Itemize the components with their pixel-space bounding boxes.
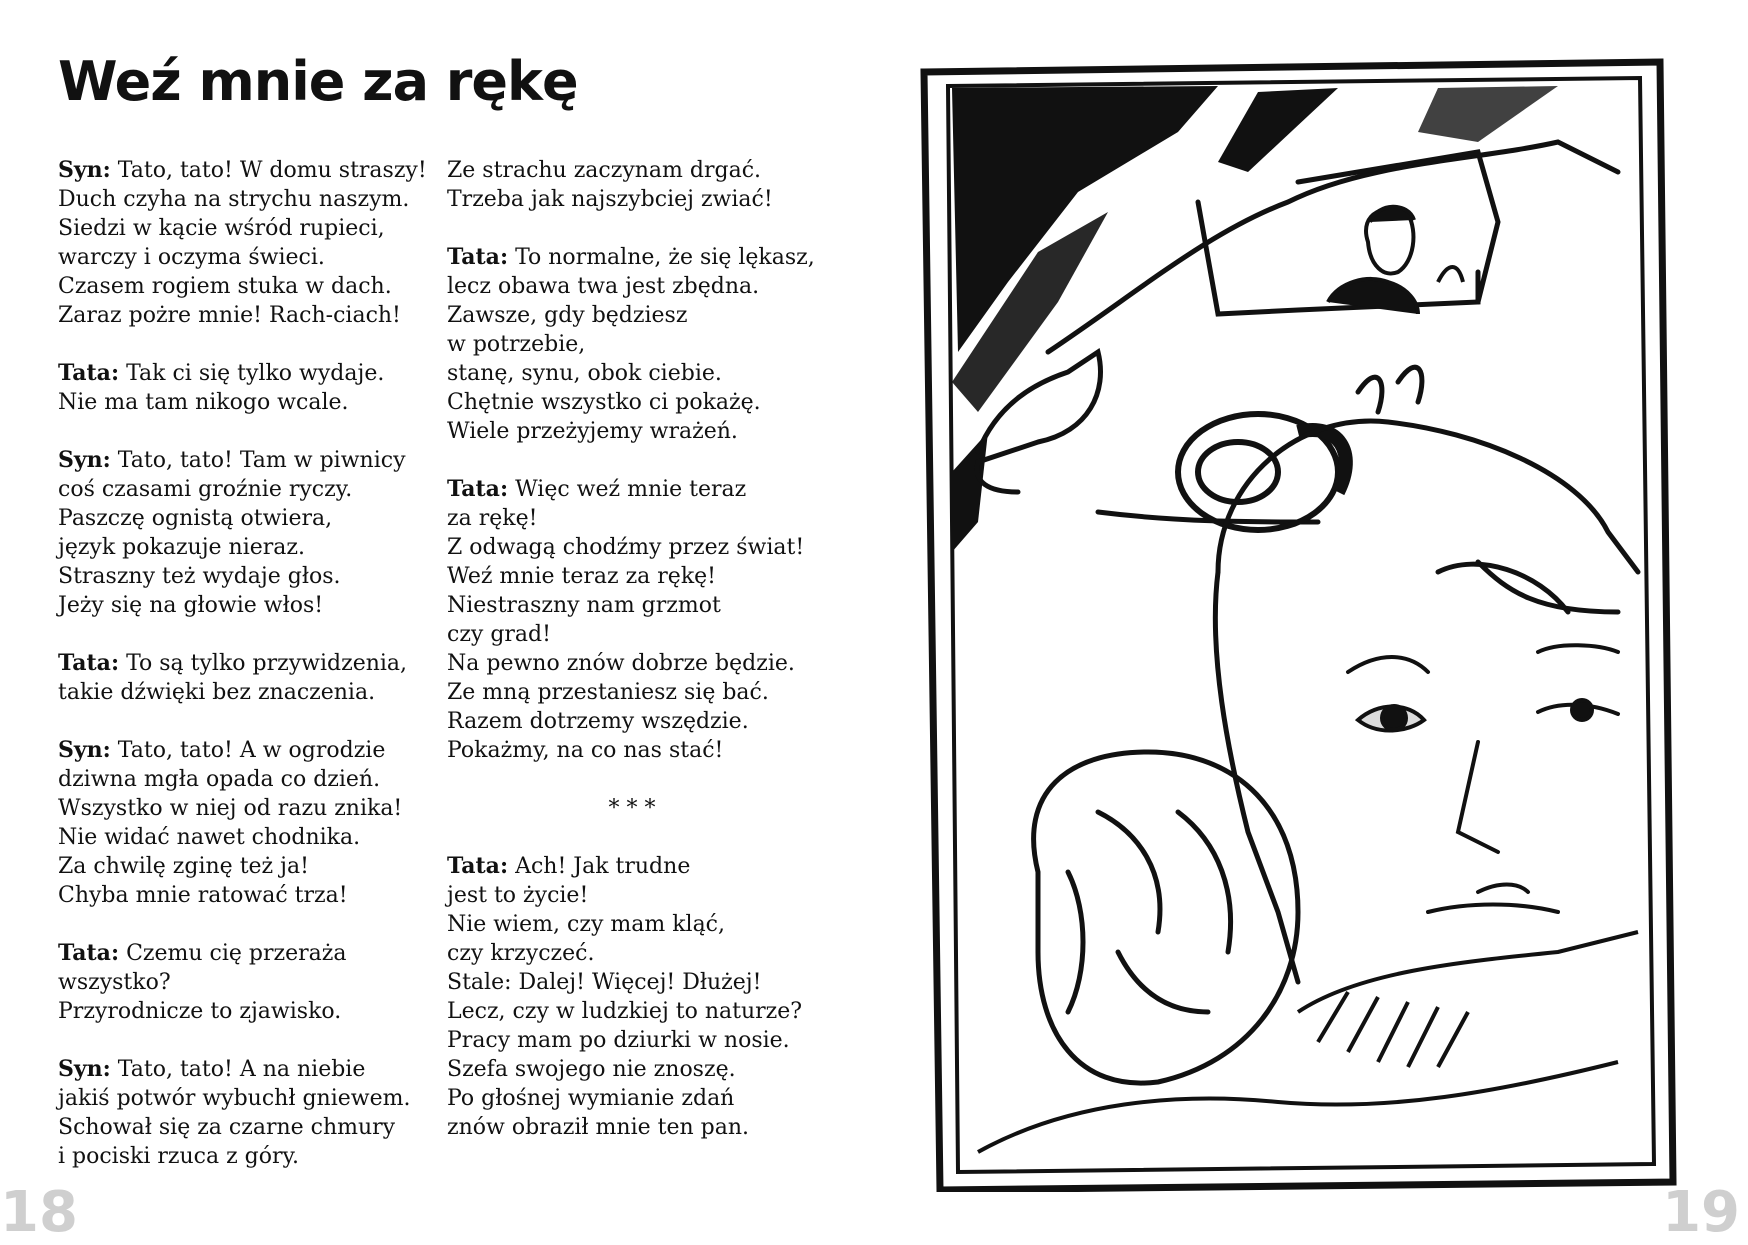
verse-text: Duch czyha na strychu naszym. xyxy=(58,187,410,212)
verse-line xyxy=(58,446,448,475)
stanza xyxy=(447,156,867,214)
verse-line xyxy=(58,1113,448,1142)
verse-text: Razem dotrzemy wszędzie. xyxy=(447,709,749,734)
verse-line xyxy=(58,881,448,910)
verse-text: Stale: Dalej! Więcej! Dłużej! xyxy=(447,970,762,995)
verse-text: Siedzi w kącie wśród rupieci, xyxy=(58,216,385,241)
verse-text: Zaraz pożre mnie! Rach-ciach! xyxy=(58,303,401,328)
verse-text: znów obraził mnie ten pan. xyxy=(447,1115,750,1140)
verse-line xyxy=(58,388,448,417)
verse-text: jakiś potwór wybuchł gniewem. xyxy=(58,1086,411,1111)
verse-text: i pociski rzuca z góry. xyxy=(58,1144,300,1169)
verse-line xyxy=(447,243,867,272)
stanza xyxy=(58,156,448,330)
verse-line xyxy=(447,1113,867,1142)
verse-line xyxy=(447,736,867,765)
verse-text: Pracy mam po dziurki w nosie. xyxy=(447,1028,790,1053)
verse-text: Z odwagą chodźmy przez świat! xyxy=(447,535,805,560)
stanza-separator: * * * xyxy=(608,796,656,821)
verse-text: czy krzyczeć. xyxy=(447,941,595,966)
verse-text: Tato, tato! A w ogrodzie xyxy=(117,738,386,763)
verse-text: Wszystko w niej od razu znika! xyxy=(58,796,403,821)
verse-text: Straszny też wydaje głos. xyxy=(58,564,341,589)
speaker-label: Syn: xyxy=(58,157,111,183)
stanza xyxy=(447,475,867,765)
verse-text: Nie widać nawet chodnika. xyxy=(58,825,361,850)
car-outline xyxy=(977,142,1618,522)
speaker-label: Tata: xyxy=(58,650,120,676)
poem-column-right xyxy=(447,156,867,1171)
stanza xyxy=(58,649,448,707)
verse-line xyxy=(447,649,867,678)
verse-text: Ze strachu zaczynam drgać. xyxy=(447,158,762,183)
verse-text: czy grad! xyxy=(447,622,551,647)
verse-line xyxy=(58,301,448,330)
verse-line xyxy=(58,214,448,243)
verse-line xyxy=(447,852,867,881)
verse-text: Przyrodnicze to zjawisko. xyxy=(58,999,342,1024)
woman-hair xyxy=(1215,367,1638,982)
verse-line xyxy=(447,359,867,388)
verse-text: Zawsze, gdy będziesz xyxy=(447,303,688,328)
verse-text: Ze mną przestaniesz się bać. xyxy=(447,680,769,705)
stanza xyxy=(447,794,867,823)
verse-text: jest to życie! xyxy=(447,883,589,908)
verse-text: Chyba mnie ratować trza! xyxy=(58,883,348,908)
verse-line xyxy=(58,243,448,272)
verse-text: Więc weź mnie teraz xyxy=(515,477,747,502)
right-page xyxy=(874,0,1748,1245)
verse-line xyxy=(58,533,448,562)
page-number-right: 19 xyxy=(1662,1180,1740,1245)
verse-text: Chętnie wszystko ci pokażę. xyxy=(447,390,761,415)
verse-line xyxy=(447,1026,867,1055)
verse-text: Tato, tato! Tam w piwnicy xyxy=(117,448,406,473)
verse-line xyxy=(447,997,867,1026)
verse-line xyxy=(447,330,867,359)
verse-line xyxy=(447,1055,867,1084)
verse-line xyxy=(447,591,867,620)
verse-line xyxy=(58,852,448,881)
verse-text: Wiele przeżyjemy wrażeń. xyxy=(447,419,738,444)
speaker-label: Syn: xyxy=(58,1056,111,1082)
verse-line xyxy=(447,910,867,939)
sweater-lines xyxy=(978,932,1638,1152)
verse-line xyxy=(58,997,448,1026)
verse-line xyxy=(58,649,448,678)
verse-line xyxy=(447,301,867,330)
verse-text: Ach! Jak trudne xyxy=(515,854,691,879)
verse-text: Czasem rogiem stuka w dach. xyxy=(58,274,392,299)
verse-line xyxy=(447,620,867,649)
stanza xyxy=(447,243,867,446)
speaker-label: Tata: xyxy=(58,940,120,966)
verse-line xyxy=(58,968,448,997)
verse-text: Pokażmy, na co nas stać! xyxy=(447,738,724,763)
verse-line xyxy=(58,1084,448,1113)
verse-line xyxy=(447,707,867,736)
verse-text: coś czasami groźnie ryczy. xyxy=(58,477,353,502)
verse-line xyxy=(58,765,448,794)
verse-text: w potrzebie, xyxy=(447,332,586,357)
verse-line xyxy=(58,1055,448,1084)
driver-figure xyxy=(1328,207,1463,314)
verse-line xyxy=(58,794,448,823)
verse-line xyxy=(58,359,448,388)
verse-line xyxy=(447,678,867,707)
verse-text: Czemu cię przeraża xyxy=(126,941,347,966)
verse-line xyxy=(58,475,448,504)
verse-text: To są tylko przywidzenia, xyxy=(126,651,408,676)
woman-face xyxy=(1348,645,1618,912)
speaker-label: Tata: xyxy=(447,476,509,502)
stanza xyxy=(58,359,448,417)
verse-line xyxy=(447,504,867,533)
stanza xyxy=(58,939,448,1026)
verse-line xyxy=(58,185,448,214)
speaker-label: Tata: xyxy=(58,360,120,386)
verse-line xyxy=(447,272,867,301)
speaker-label: Tata: xyxy=(447,853,509,879)
stanza xyxy=(447,852,867,1142)
verse-line xyxy=(447,968,867,997)
verse-line xyxy=(447,475,867,504)
verse-text: Schował się za czarne chmury xyxy=(58,1115,396,1140)
stanza xyxy=(58,1055,448,1171)
verse-line xyxy=(58,562,448,591)
verse-text: Na pewno znów dobrze będzie. xyxy=(447,651,795,676)
verse-text: Tato, tato! W domu straszy! xyxy=(117,158,427,183)
verse-line xyxy=(447,417,867,446)
verse-line xyxy=(58,823,448,852)
verse-text: lecz obawa twa jest zbędna. xyxy=(447,274,760,299)
verse-text: dziwna mgła opada co dzień. xyxy=(58,767,381,792)
verse-line xyxy=(58,504,448,533)
verse-text: Za chwilę zginę też ja! xyxy=(58,854,309,879)
poem-column-left xyxy=(58,156,448,1200)
verse-line xyxy=(447,533,867,562)
stanza xyxy=(58,446,448,620)
ink-illustration xyxy=(918,52,1704,1192)
verse-line xyxy=(58,591,448,620)
speaker-label: Tata: xyxy=(447,244,509,270)
verse-text: wszystko? xyxy=(58,970,171,995)
verse-text: Lecz, czy w ludzkiej to naturze? xyxy=(447,999,803,1024)
verse-text: Paszczę ognistą otwiera, xyxy=(58,506,333,531)
child-head xyxy=(1034,752,1298,1083)
verse-text: warczy i oczyma świeci. xyxy=(58,245,325,270)
verse-line xyxy=(58,1142,448,1171)
verse-line xyxy=(58,156,448,185)
verse-text: takie dźwięki bez znaczenia. xyxy=(58,680,376,705)
verse-line xyxy=(58,678,448,707)
verse-text: Jeży się na głowie włos! xyxy=(58,593,324,618)
verse-text: Tak ci się tylko wydaje. xyxy=(126,361,385,386)
verse-text: za rękę! xyxy=(447,506,538,531)
verse-line xyxy=(447,185,867,214)
verse-text: Nie wiem, czy mam kląć, xyxy=(447,912,725,937)
verse-text: Trzeba jak najszybciej zwiać! xyxy=(447,187,773,212)
verse-text: To normalne, że się lękasz, xyxy=(515,245,815,270)
verse-text: Szefa swojego nie znoszę. xyxy=(447,1057,736,1082)
verse-text: Weź mnie teraz za rękę! xyxy=(447,564,717,589)
poem-title: Weź mnie za rękę xyxy=(58,50,578,113)
verse-line xyxy=(447,939,867,968)
verse-line xyxy=(58,939,448,968)
page-number-left: 18 xyxy=(0,1180,78,1245)
verse-text: język pokazuje nieraz. xyxy=(58,535,305,560)
verse-line xyxy=(58,272,448,301)
verse-line xyxy=(447,881,867,910)
speaker-label: Syn: xyxy=(58,447,111,473)
verse-line xyxy=(447,1084,867,1113)
verse-text: Niestraszny nam grzmot xyxy=(447,593,721,618)
verse-text: stanę, synu, obok ciebie. xyxy=(447,361,722,386)
verse-line xyxy=(58,736,448,765)
verse-line xyxy=(447,388,867,417)
verse-text: Po głośnej wymianie zdań xyxy=(447,1086,735,1111)
verse-line xyxy=(447,156,867,185)
verse-text: Nie ma tam nikogo wcale. xyxy=(58,390,349,415)
speaker-label: Syn: xyxy=(58,737,111,763)
verse-line xyxy=(447,562,867,591)
verse-text: Tato, tato! A na niebie xyxy=(117,1057,366,1082)
stanza xyxy=(58,736,448,910)
